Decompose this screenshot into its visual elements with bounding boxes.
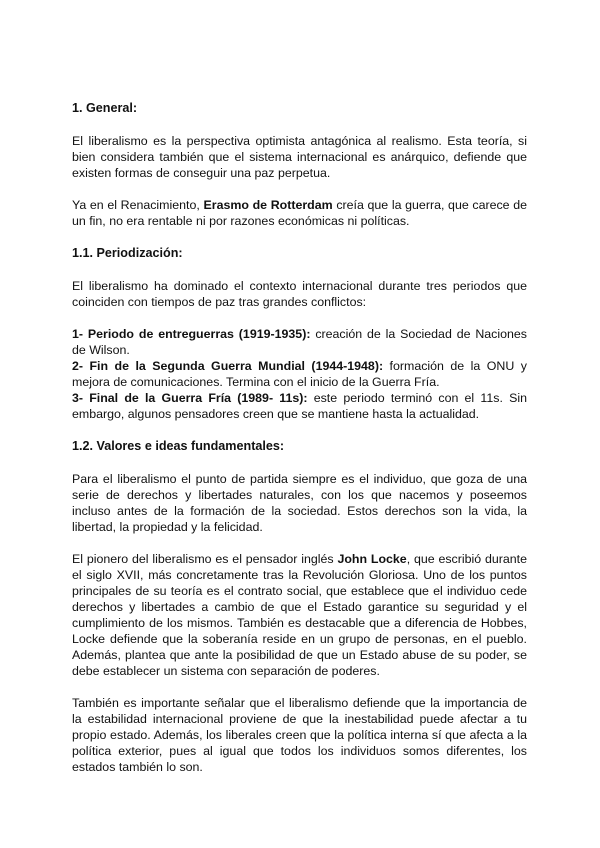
- text-span: creía que la guerra, que carece de un fin, no era rentable ni por razones económicas ni políticas.: [72, 198, 528, 228]
- list-item-title: 1- Periodo de entreguerras (1919-1935):: [72, 327, 311, 341]
- list-item-title: 2- Fin de la Segunda Guerra Mundial (1944-1948):: [72, 359, 384, 373]
- text-span: , que escribió durante el siglo XVII, más concretamente tras la Revolución Gloriosa. Uno de los puntos principales de su teoría es el contrato social, que establece que el individuo cede derechos y libertades a cambio de que el Estado garantice su seguridad y el cumplimiento de los mismos. También es destacable que a diferencia de Hobbes, Locke defiende que la soberanía reside en un grupo de personas, en el pueblo. Además, plantea que ante la posibilidad de que un Estado abuse de su poder, se debe establecer un sistema con separación de poderes.: [72, 552, 527, 678]
- paragraph-erasmo: [72, 197, 527, 229]
- list-item-title: 3- Final de la Guerra Fría (1989- 11s):: [72, 391, 308, 405]
- list-item: [72, 326, 527, 358]
- section-heading-general: 1. General:: [72, 101, 138, 115]
- paragraph-individuo: Para el liberalismo el punto de partida siempre es el individuo, que goza de una serie de derechos y libertades naturales, con los que nacemos y poseemos incluso antes de la formación de la sociedad. Estos derechos son la vida, la libertad, la propiedad y la felicidad.: [72, 472, 527, 534]
- document-page: [72, 100, 527, 791]
- text-span: El pionero del liberalismo es el pensador inglés: [72, 552, 338, 566]
- section-heading-valores: 1.2. Valores e ideas fundamentales:: [72, 439, 285, 453]
- paragraph-liberalism-intro: El liberalismo es la perspectiva optimista antagónica al realismo. Esta teoría, si bien considera también que el sistema internacional es anárquico, defiende que existen formas de conseguir una paz perpetua.: [72, 134, 527, 180]
- paragraph-locke: [72, 551, 527, 679]
- section-heading-periodizacion: 1.1. Periodización:: [72, 246, 183, 260]
- bold-name-locke: John Locke: [337, 552, 407, 566]
- paragraph-periodizacion-intro: El liberalismo ha dominado el contexto internacional durante tres periodos que coinciden con tiempos de paz tras grandes conflictos:: [72, 279, 527, 309]
- period-list: [72, 326, 527, 422]
- paragraph-estabilidad: También es importante señalar que el liberalismo defiende que la importancia de la estabilidad internacional proviene de que la inestabilidad puede afectar a tu propio estado. Además, los liberales creen que la política interna sí que afecta a la política exterior, pues al igual que todos los individuos somos diferentes, los estados también lo son.: [72, 696, 527, 774]
- list-item: [72, 390, 527, 422]
- list-item-text: este periodo terminó con el 11s. Sin embargo, algunos pensadores creen que se mantiene hasta la actualidad.: [72, 391, 527, 421]
- list-item-text: creación de la Sociedad de Naciones de Wilson.: [72, 327, 527, 357]
- text-span: Ya en el Renacimiento,: [72, 198, 204, 212]
- bold-name-erasmo: Erasmo de Rotterdam: [203, 198, 333, 212]
- list-item-text: formación de la ONU y mejora de comunicaciones. Termina con el inicio de la Guerra Fría.: [72, 359, 527, 389]
- list-item: [72, 358, 527, 390]
